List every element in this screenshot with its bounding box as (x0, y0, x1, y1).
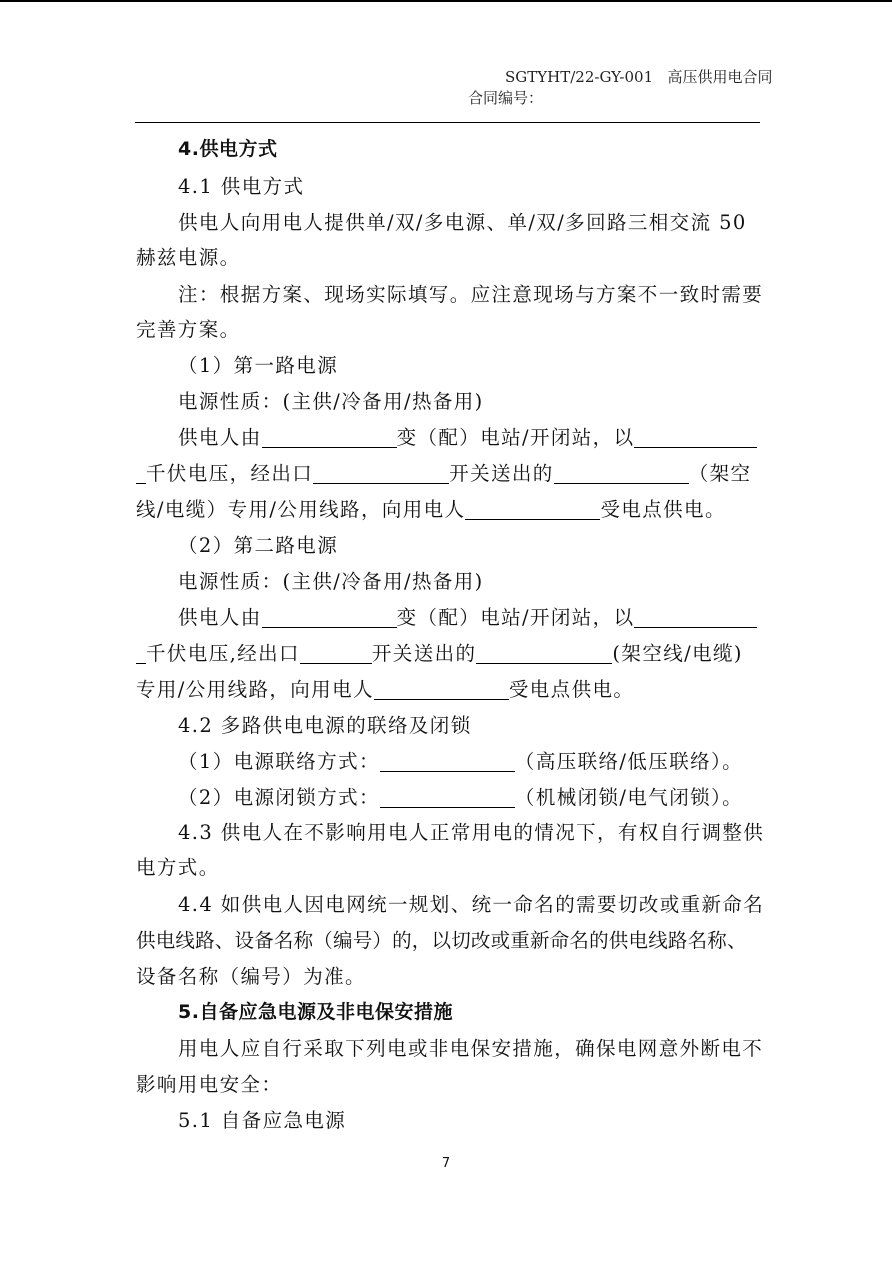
header-rule (135, 122, 760, 123)
source-1-line-3: 线/电缆）专用/公用线路，向用电人 受电点供电。 (136, 498, 726, 521)
interlink-line: （1）电源联络方式： （高压联络/低压联络）。 (178, 750, 744, 773)
source-2-nature: 电源性质：(主供/冷备用/热备用) (178, 570, 484, 593)
document-title: 高压供用电合同 (667, 68, 773, 86)
blank-field[interactable] (262, 606, 397, 627)
blank-field[interactable] (634, 606, 757, 627)
source-2-line-2: 千伏电压,经出口 开关送出的 (架空线/电缆) (136, 638, 743, 666)
blank-field[interactable] (465, 498, 600, 519)
contract-number-label: 合同编号： (468, 89, 544, 107)
section-4-1-heading: 4.1 供电方式 (178, 175, 305, 198)
section-4-4-line-1: 4.4 如供电人因电网统一规划、统一命名的需要切改或重新命名 (178, 893, 765, 916)
blank-field[interactable] (374, 678, 509, 699)
section-5-para-line-2: 影响用电安全： (136, 1073, 283, 1096)
document-code: SGTYHT/22-GY-001 (505, 68, 654, 86)
source-2-heading: （2）第二路电源 (178, 534, 339, 557)
section-5-1-heading: 5.1 自备应急电源 (178, 1109, 347, 1132)
blank-field[interactable] (136, 462, 146, 483)
source-1-line-1: 供电人由 变（配）电站/开闭站，以 (178, 422, 757, 450)
blank-field[interactable] (300, 642, 372, 663)
section-4-2-heading: 4.2 多路供电电源的联络及闭锁 (178, 714, 472, 737)
paragraph-4-1-line-1: 供电人向用电人提供单/双/多电源、单/双/多回路三相交流 50 (178, 211, 747, 234)
section-4-3-line-1: 4.3 供电人在不影响用电人正常用电的情况下，有权自行调整供 (178, 821, 765, 844)
source-2-line-3: 专用/公用线路，向用电人 受电点供电。 (136, 678, 635, 701)
section-5-para-line-1: 用电人应自行采取下列电或非电保安措施，确保电网意外断电不 (178, 1037, 764, 1060)
blank-field[interactable] (554, 462, 689, 483)
top-border (0, 0, 892, 2)
blank-field[interactable] (476, 642, 612, 663)
header-line-1 (505, 66, 772, 87)
blank-field[interactable] (136, 642, 146, 663)
page-number: 7 (441, 1156, 451, 1171)
source-1-line-2: 千伏电压，经出口 开关送出的 （架空 (136, 458, 751, 486)
source-1-heading: （1）第一路电源 (178, 354, 339, 377)
blank-field[interactable] (262, 426, 397, 447)
source-1-nature: 电源性质：(主供/冷备用/热备用) (178, 390, 484, 413)
blank-field[interactable] (380, 750, 515, 771)
blank-field[interactable] (380, 786, 515, 807)
source-2-line-1: 供电人由 变（配）电站/开闭站，以 (178, 602, 757, 630)
blank-field[interactable] (313, 462, 449, 483)
note-line-1: 注：根据方案、现场实际填写。应注意现场与方案不一致时需要 (178, 283, 764, 306)
lockout-line: （2）电源闭锁方式： （机械闭锁/电气闭锁）。 (178, 786, 744, 809)
section-4-4-line-3: 设备名称（编号）为准。 (136, 965, 366, 988)
paragraph-4-1-line-2: 赫兹电源。 (136, 246, 241, 269)
note-line-2: 完善方案。 (136, 318, 241, 341)
section-4-3-line-2: 电方式。 (136, 856, 220, 879)
blank-field[interactable] (634, 426, 757, 447)
section-5-heading: 5.自备应急电源及非电保安措施 (178, 1001, 453, 1023)
section-4-4-line-2: 供电线路、设备名称（编号）的，以切改或重新命名的供电线路名称、 (136, 929, 747, 952)
section-4-heading: 4.供电方式 (178, 138, 278, 160)
